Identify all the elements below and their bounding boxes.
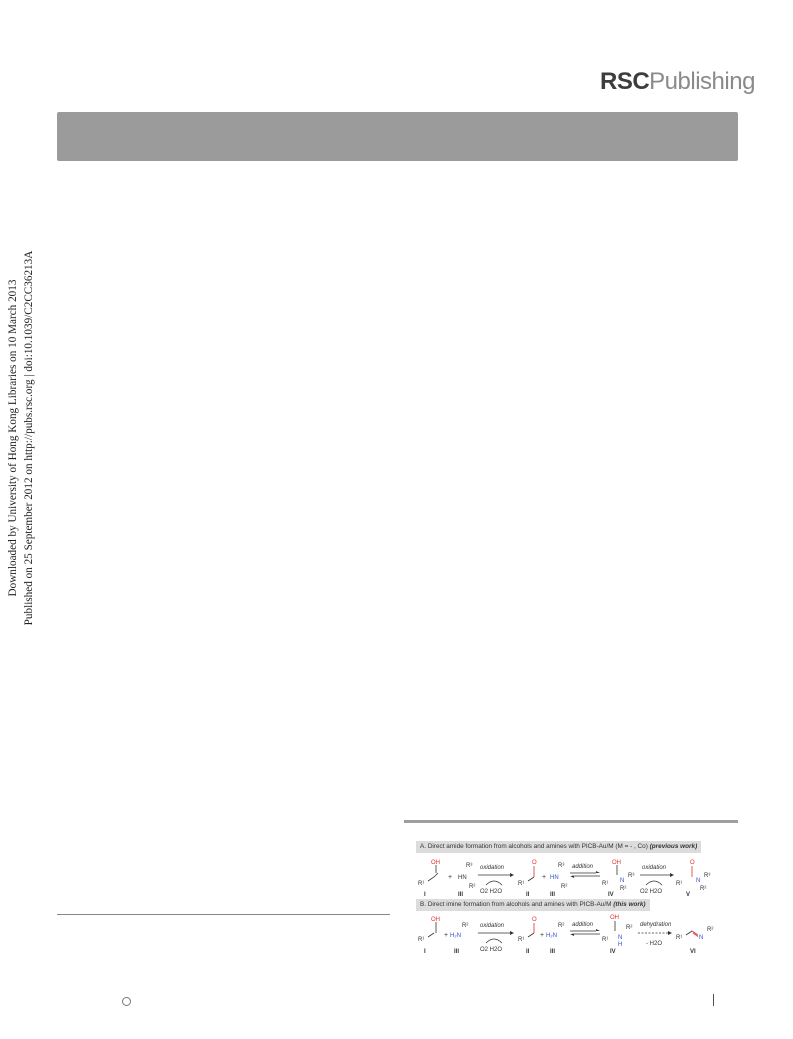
byproducts-b-1: O2 H2O — [480, 947, 503, 953]
numeral-a-5: IV — [608, 892, 614, 897]
scheme-part-b-title — [416, 899, 650, 911]
numeral-b-4: III — [550, 949, 556, 955]
numeral-a-4: III — [550, 892, 556, 897]
numeral-a-6: V — [686, 892, 691, 897]
scheme-b-tag: (this work) — [613, 901, 646, 908]
step-a-oxidation-2: oxidation — [642, 865, 667, 871]
svg-text:R¹: R¹ — [602, 881, 609, 887]
rsc-publishing-logo — [600, 68, 755, 98]
numeral-b-6: VI — [690, 949, 696, 955]
svg-text:R²: R² — [707, 927, 714, 933]
svg-text:R³: R³ — [628, 873, 635, 879]
numeral-a-3: II — [526, 892, 530, 897]
scheme-part-b-reaction — [414, 913, 738, 957]
svg-text:OH: OH — [610, 915, 619, 921]
svg-text:N: N — [618, 935, 623, 941]
svg-text:R¹: R¹ — [518, 881, 525, 887]
svg-text:R¹: R¹ — [418, 937, 425, 943]
svg-text:R³: R³ — [704, 873, 711, 879]
svg-text:R¹: R¹ — [418, 881, 425, 887]
svg-text:HN: HN — [550, 875, 559, 881]
numeral-a-1: I — [424, 892, 426, 897]
svg-text:O: O — [532, 917, 537, 923]
scheme-a-tag: (previous work) — [649, 843, 698, 850]
svg-text:HN: HN — [458, 875, 467, 881]
step-a-addition: addition — [572, 864, 594, 870]
svg-text:R²: R² — [469, 884, 476, 890]
svg-text:+: + — [448, 874, 453, 881]
step-a-oxidation-1: oxidation — [480, 865, 505, 871]
byproducts-b-2: - H2O — [646, 941, 663, 947]
svg-text:O: O — [532, 860, 537, 866]
step-b-dehydration: dehydration — [640, 922, 672, 928]
svg-text:R¹: R¹ — [518, 937, 525, 943]
journal-header-banner — [57, 112, 738, 161]
download-notice-line: Downloaded by University of Hong Kong Libraries on 10 March 2013 — [7, 279, 19, 597]
step-b-addition: addition — [572, 922, 594, 928]
svg-text:R²: R² — [700, 886, 707, 892]
numeral-b-5: IV — [610, 949, 616, 955]
svg-text:R²: R² — [561, 884, 568, 890]
svg-text:R²: R² — [558, 923, 565, 929]
svg-text:H: H — [618, 942, 623, 948]
svg-text:N: N — [699, 935, 704, 941]
svg-text:R²: R² — [620, 886, 627, 892]
numeral-b-1: I — [424, 949, 426, 955]
numeral-b-3: II — [526, 949, 530, 955]
svg-text:O: O — [690, 860, 695, 866]
svg-text:R¹: R¹ — [602, 937, 609, 943]
svg-text:N: N — [620, 878, 625, 884]
circle-mark — [122, 997, 131, 1006]
page-number-bar — [713, 994, 714, 1006]
svg-text:OH: OH — [612, 860, 621, 866]
download-notice-sidebar — [5, 208, 45, 668]
svg-text:H₂N: H₂N — [450, 933, 461, 939]
scheme-b-title-text: B. Direct imine formation from alcohols and amines with PICB-Au/M — [420, 901, 612, 908]
numeral-b-2: III — [454, 949, 460, 955]
svg-text:OH: OH — [431, 917, 440, 923]
scheme-part-a-title — [416, 841, 701, 853]
svg-text:R²: R² — [462, 923, 469, 929]
svg-text:N: N — [696, 878, 701, 884]
figure-top-rule — [404, 820, 738, 823]
step-b-oxidation: oxidation — [480, 923, 505, 929]
byproducts-a-1: O2 H2O — [480, 889, 503, 895]
svg-text:R¹: R¹ — [676, 935, 683, 941]
byproducts-a-2: O2 H2O — [640, 889, 663, 895]
svg-text:+: + — [542, 874, 547, 881]
svg-text:OH: OH — [431, 860, 440, 866]
svg-text:R³: R³ — [466, 863, 473, 869]
scheme-part-a-reaction — [414, 855, 738, 897]
numeral-a-2: III — [458, 892, 464, 897]
svg-text:R²: R² — [626, 925, 633, 931]
svg-text:+: + — [444, 932, 449, 939]
footnote-rule — [57, 914, 390, 915]
logo-rsc: RSC — [600, 68, 650, 95]
published-notice-line: Published on 25 September 2012 on http://pubs.rsc.org | doi:10.1039/C2CC36213A — [23, 250, 35, 626]
svg-text:H₂N: H₂N — [546, 933, 557, 939]
svg-text:R¹: R¹ — [676, 881, 683, 887]
scheme-a-title-text: A. Direct amide formation from alcohols and amines with PICB-Au/M (M = - , Co) — [420, 843, 648, 850]
logo-publishing: Publishing — [649, 68, 755, 95]
svg-text:+: + — [540, 932, 545, 939]
svg-text:R³: R³ — [558, 863, 565, 869]
